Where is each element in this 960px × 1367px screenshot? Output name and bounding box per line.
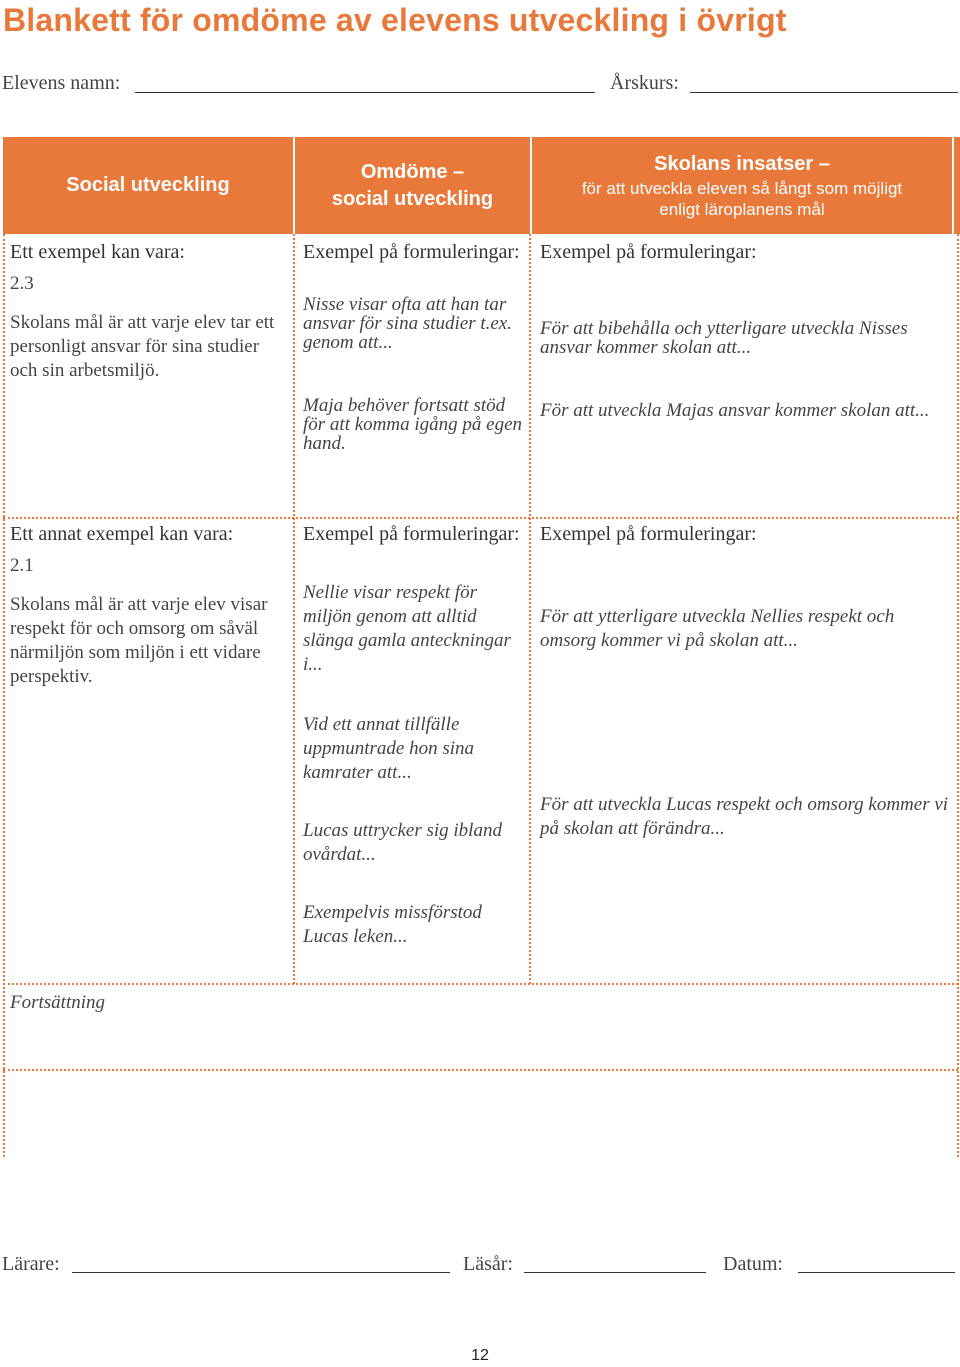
goal-text: Skolans mål är att varje elev tar ett personligt ansvar för sina studier och sin arbetsmiljö.: [10, 312, 275, 381]
table-row: [10, 240, 288, 383]
example-text: För att ytterligare utveckla Nellies respekt och omsorg kommer vi på skolan att...: [540, 606, 895, 651]
example-text: För att utveckla Lucas respekt och omsorg kommer vi på skolan att förändra...: [540, 794, 949, 839]
table-border-right: [957, 234, 959, 1157]
student-name-field[interactable]: [135, 92, 595, 93]
column-divider: [529, 234, 531, 984]
teacher-label: Lärare:: [2, 1253, 60, 1275]
assessment-cell: [303, 240, 525, 453]
school-actions-cell: [540, 240, 952, 420]
examples-heading: Exempel på formuleringar:: [540, 523, 757, 545]
school-year-label: Läsår:: [463, 1253, 513, 1275]
table-row: [10, 522, 288, 689]
header-social-development: Social utveckling: [66, 174, 230, 196]
teacher-field[interactable]: [72, 1272, 450, 1273]
goal-text: Skolans mål är att varje elev visar respekt för och omsorg om såväl närmiljön som miljön i ett vidare perspektiv.: [10, 594, 268, 687]
school-year-field[interactable]: [524, 1272, 706, 1273]
page-number: 12: [471, 1347, 489, 1364]
header-divider: [952, 137, 954, 234]
header-assessment: Omdöme – social utveckling: [331, 160, 494, 210]
example-text: Maja behöver fortsatt stöd för att komma igång på egen hand.: [303, 395, 523, 454]
goal-number: 2.3: [10, 273, 34, 294]
date-field[interactable]: [798, 1272, 955, 1273]
example-intro: Ett annat exempel kan vara:: [10, 523, 234, 545]
examples-heading: Exempel på formuleringar:: [540, 241, 757, 263]
page-title: Blankett för omdöme av elevens utveckling i övrigt: [3, 2, 787, 38]
date-label: Datum:: [723, 1253, 783, 1275]
school-actions-cell: [540, 522, 950, 841]
continuation-label: Fortsättning: [10, 992, 106, 1013]
continuation-field[interactable]: [4, 1070, 956, 1156]
example-text: Vid ett annat tillfälle uppmuntrade hon sina kamrater att...: [303, 714, 474, 783]
grade-field[interactable]: [690, 92, 958, 93]
example-intro: Ett exempel kan vara:: [10, 241, 185, 263]
example-text: För att bibehålla och ytterligare utveckla Nisses ansvar kommer skolan att...: [540, 318, 908, 358]
examples-heading: Exempel på formuleringar:: [303, 523, 520, 545]
goal-number: 2.1: [10, 555, 34, 576]
table-header-row: [3, 137, 960, 234]
grade-label: Årskurs:: [610, 72, 679, 94]
example-text: Nellie visar respekt för miljön genom att alltid slänga gamla anteckningar i...: [303, 582, 511, 675]
assessment-cell: [303, 522, 528, 949]
example-text: Lucas uttrycker sig ibland ovårdat...: [303, 820, 502, 865]
example-text: Exempelvis missförstod Lucas leken...: [303, 902, 482, 947]
table-border-left: [3, 234, 5, 1157]
row-divider: [3, 983, 958, 985]
example-text: Nisse visar ofta att han tar ansvar för sina studier t.ex. genom att...: [303, 294, 512, 353]
examples-heading: Exempel på formuleringar:: [303, 241, 520, 263]
header-school-actions: Skolans insatser – för att utveckla eleven så långt som möjligt enligt läroplanens mål: [581, 153, 903, 219]
column-divider: [293, 234, 295, 984]
student-name-label: Elevens namn:: [2, 72, 121, 94]
example-text: För att utveckla Majas ansvar kommer skolan att...: [540, 400, 930, 421]
row-divider: [3, 517, 958, 519]
